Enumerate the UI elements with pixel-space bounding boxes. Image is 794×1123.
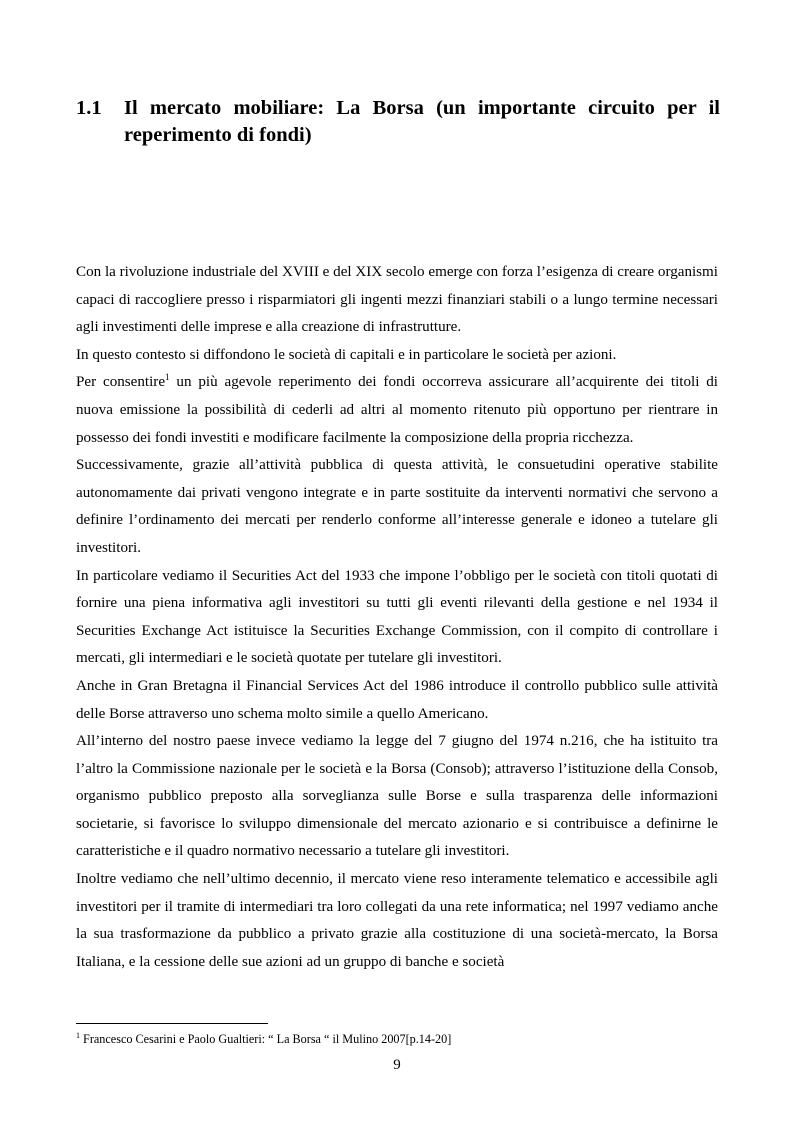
paragraph <box>76 369 718 452</box>
body-text <box>76 259 718 976</box>
paragraph: Inoltre vediamo che nell’ultimo decennio, il mercato viene reso interamente telematico e accessibile agli investitori per il tramite di intermediari tra loro collegati da una rete informatica; nel 1997 vediamo anche la sua trasformazione da pubblico a privato grazie alla costituzione di una società-mercato, la Borsa Italiana, e la cessione delle sue azioni ad un gruppo di banche e società <box>76 871 718 970</box>
paragraph: In particolare vediamo il Securities Act del 1933 che impone l’obbligo per le società con titoli quotati di fornire una piena informativa agli investitori su tutti gli eventi rilevanti della gestione e nel 1934 il Securities Exchange Act istituisce la Securities Exchange Commission, con il compito di controllare i mercati, gli intermediari e le società quotate per tutelare gli investitori. <box>76 567 718 667</box>
paragraph: In questo contesto si diffondono le società di capitali e in particolare le società per azioni. <box>76 346 617 363</box>
footnote-text: Francesco Cesarini e Paolo Gualtieri: “ La Borsa “ il Mulino 2007[p.14-20] <box>80 1032 452 1046</box>
section-number: 1.1 <box>76 97 102 119</box>
footnote-mark: 1 <box>76 1031 80 1040</box>
paragraph-text: Per consentire <box>76 374 166 391</box>
paragraph: Con la rivoluzione industriale del XVIII e del XIX secolo emerge con forza l’esigenza di creare organismi capaci di raccogliere presso i risparmiatori gli ingenti mezzi finanziari stabili o a lungo termine necessari agli investimenti delle imprese e alla creazione di infrastrutture. <box>76 264 718 336</box>
paragraph: Anche in Gran Bretagna il Financial Services Act del 1986 introduce il controllo pubblico sulle attività delle Borse attraverso uno schema molto simile a quello Americano. <box>76 677 718 722</box>
paragraph-text: un più agevole reperimento dei fondi occorreva assicurare all’acquirente dei titoli di nuova emissione la possibilità di cederli ad altri al momento ritenuto più opportuno per rientrare in possesso dei fondi investiti e modificare facilmente la composizione della propria ricchezza. <box>76 374 719 446</box>
footnote-reference[interactable]: 1 <box>165 372 170 383</box>
section-title: Il mercato mobiliare: La Borsa (un importante circuito per il reperimento di fondi) <box>124 97 720 146</box>
paragraph: All’interno del nostro paese invece vediamo la legge del 7 giugno del 1974 n.216, che ha istituito tra l’altro la Commissione nazionale per le società e la Borsa (Consob); attraverso l’istituzione della Consob, organismo pubblico preposto alla sorveglianza sulle Borse e sulla trasparenza delle informazioni societarie, si favorisce lo sviluppo dimensionale del mercato azionario e si contribuisce a definirne le caratteristiche e il quadro normativo necessario a tutelare gli investitori. <box>76 733 718 860</box>
footnote-separator <box>76 1023 268 1024</box>
paragraph: Successivamente, grazie all’attività pubblica di questa attività, le consuetudini operative stabilite autonomamente dai privati vengono integrate e in parte sostituite da interventi normativi che servono a definire l’ordinamento dei mercati per renderlo conforme all’interesse generale e idoneo a tutelare gli investitori. <box>76 457 718 556</box>
footnote <box>76 1032 718 1047</box>
section-heading <box>76 95 720 149</box>
page-number: 9 <box>393 1057 401 1073</box>
